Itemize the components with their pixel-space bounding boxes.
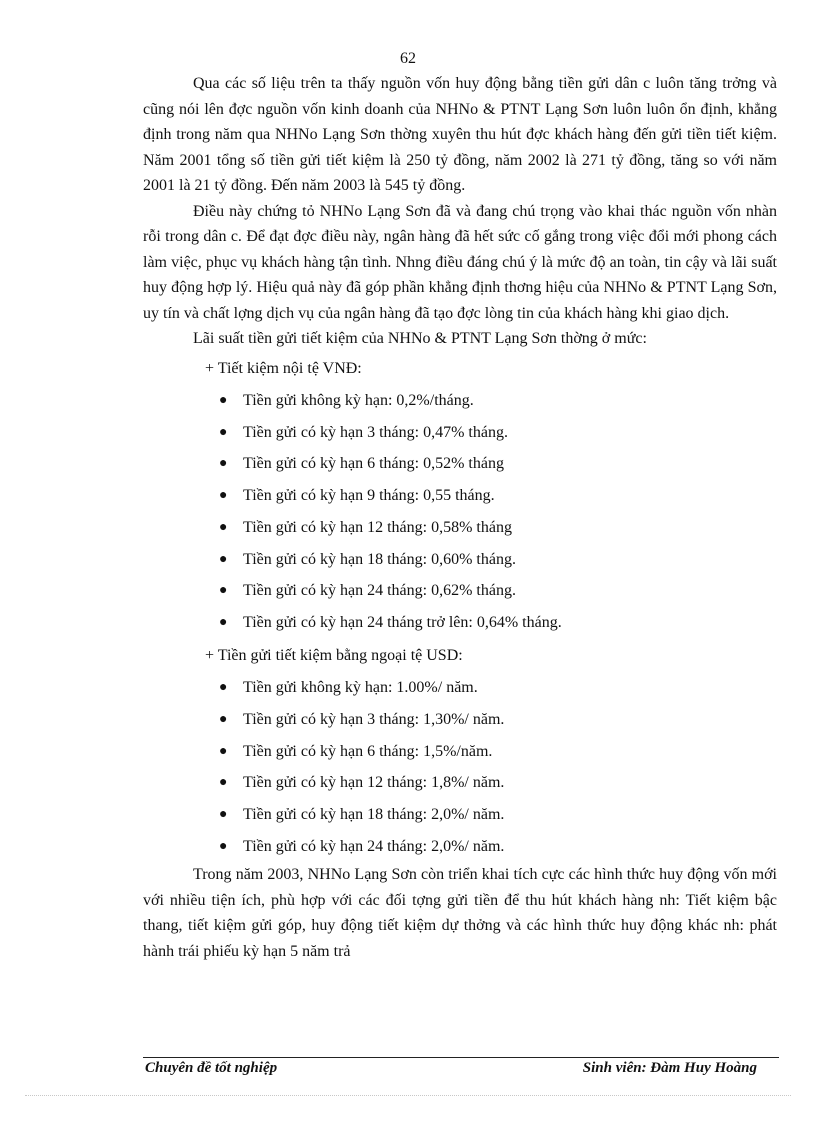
footer-divider: [143, 1057, 779, 1058]
footer-thesis-label: Chuyên đề tốt nghiệp: [145, 1060, 278, 1076]
list-item-text: Tiền gửi có kỳ hạn 9 tháng: 0,55 tháng.: [243, 487, 495, 505]
list-item: [143, 672, 777, 704]
vnd-section-heading: + Tiết kiệm nội tệ VNĐ:: [205, 359, 362, 377]
list-item-text: Tiền gửi có kỳ hạn 24 tháng: 2,0%/ năm.: [243, 837, 505, 855]
list-item: [143, 575, 777, 607]
paragraph-interest-intro: Lãi suất tiền gửi tiết kiệm của NHNo & PTNT Lạng Sơn thờng ở mức:: [193, 330, 647, 347]
vnd-rate-list: [143, 385, 777, 639]
list-item: [143, 417, 777, 449]
page-bottom-divider: [25, 1095, 791, 1096]
list-item: [143, 736, 777, 768]
paragraph-idle-capital: Điều này chứng tỏ NHNo Lạng Sơn đã và đang chú trọng vào khai thác nguồn vốn nhàn rỗi trong dân c. Để đạt đợc điều này, ngân hàng đã hết sức cố gắng trong việc đổi mới phong cách làm việc, phục vụ khách hàng tận tình. Nhng điều đáng chú ý là mức độ an toàn, tin cậy và lãi suất huy động hợp lý. Hiệu quả này đã góp phần khẳng định thơng hiệu của NHNo & PTNT Lạng Sơn, uy tín và chất lợng dịch vụ của ngân hàng đã tạo đợc lòng tin của khách hàng khi giao dịch.: [143, 202, 777, 322]
usd-rate-list: [143, 672, 777, 862]
list-item-text: Tiền gửi có kỳ hạn 6 tháng: 1,5%/năm.: [243, 742, 493, 760]
bullet-icon: ●: [219, 711, 228, 727]
list-item-text: Tiền gửi có kỳ hạn 24 tháng trở lên: 0,64% tháng.: [243, 613, 562, 631]
bullet-icon: ●: [219, 775, 228, 791]
footer-author: Sinh viên: Đàm Huy Hoàng: [582, 1060, 757, 1076]
list-item-text: Tiền gửi có kỳ hạn 18 tháng: 0,60% tháng.: [243, 550, 516, 568]
list-item-text: Tiền gửi có kỳ hạn 18 tháng: 2,0%/ năm.: [243, 805, 505, 823]
bullet-icon: ●: [219, 806, 228, 822]
usd-section-heading: + Tiền gửi tiết kiệm bằng ngoại tệ USD:: [205, 646, 463, 664]
list-item-text: Tiền gửi có kỳ hạn 3 tháng: 0,47% tháng.: [243, 423, 508, 441]
bullet-icon: ●: [219, 680, 228, 696]
list-item: [143, 385, 777, 417]
bullet-icon: ●: [219, 551, 228, 567]
list-item-text: Tiền gửi không kỳ hạn: 0,2%/tháng.: [243, 392, 474, 409]
list-item-text: Tiền gửi có kỳ hạn 12 tháng: 0,58% tháng: [243, 518, 512, 536]
list-item: [143, 607, 777, 639]
bullet-icon: ●: [219, 519, 228, 535]
bullet-icon: ●: [219, 393, 228, 408]
list-item-text: Tiền gửi có kỳ hạn 12 tháng: 1,8%/ năm.: [243, 774, 505, 792]
list-item-text: Tiền gửi có kỳ hạn 3 tháng: 1,30%/ năm.: [243, 710, 505, 728]
bullet-icon: ●: [219, 583, 228, 599]
bullet-icon: ●: [219, 488, 228, 504]
bullet-icon: ●: [219, 424, 228, 440]
paragraph-new-products: Trong năm 2003, NHNo Lạng Sơn còn triển khai tích cực các hình thức huy động vốn mới với nhiều tiện ích, phù hợp với các đối tợng gửi tiền để thu hút khách hàng nh: Tiết kiệm bậc thang, tiết kiệm gửi góp, huy động tiết kiệm dự thởng và các hình thức huy động khác nh: phát hành trái phiếu kỳ hạn 5 năm trả: [143, 866, 777, 960]
list-item: [143, 448, 777, 480]
list-item-text: Tiền gửi không kỳ hạn: 1.00%/ năm.: [243, 679, 478, 697]
bullet-icon: ●: [219, 743, 228, 759]
list-item: [143, 480, 777, 512]
list-item: [143, 512, 777, 544]
bullet-icon: ●: [219, 838, 228, 854]
page-number: 62: [400, 50, 416, 67]
list-item-text: Tiền gửi có kỳ hạn 6 tháng: 0,52% tháng: [243, 455, 504, 473]
page-footer: [143, 1060, 779, 1078]
paragraph-deposit-growth: Qua các số liệu trên ta thấy nguồn vốn huy động bằng tiền gửi dân c luôn tăng trởng và cũng nói lên đợc nguồn vốn kinh doanh của NHNo & PTNT Lạng Sơn luôn luôn ổn định, khẳng định trong năm qua NHNo Lạng Sơn thờng xuyên thu hút đợc khách hàng đến gửi tiền tiết kiệm. Năm 2001 tổng số tiền gửi tiết kiệm là 250 tỷ đồng, năm 2002 là 271 tỷ đồng, tăng so với năm 2001 là 21 tỷ đồng. Đến năm 2003 là 545 tỷ đồng.: [143, 75, 777, 194]
list-item-text: Tiền gửi có kỳ hạn 24 tháng: 0,62% tháng.: [243, 582, 516, 600]
list-item: [143, 544, 777, 576]
list-item: [143, 767, 777, 799]
list-item: [143, 831, 777, 863]
list-item: [143, 799, 777, 831]
list-item: [143, 704, 777, 736]
bullet-icon: ●: [219, 456, 228, 472]
bullet-icon: ●: [219, 614, 228, 630]
document-body: [143, 71, 777, 964]
